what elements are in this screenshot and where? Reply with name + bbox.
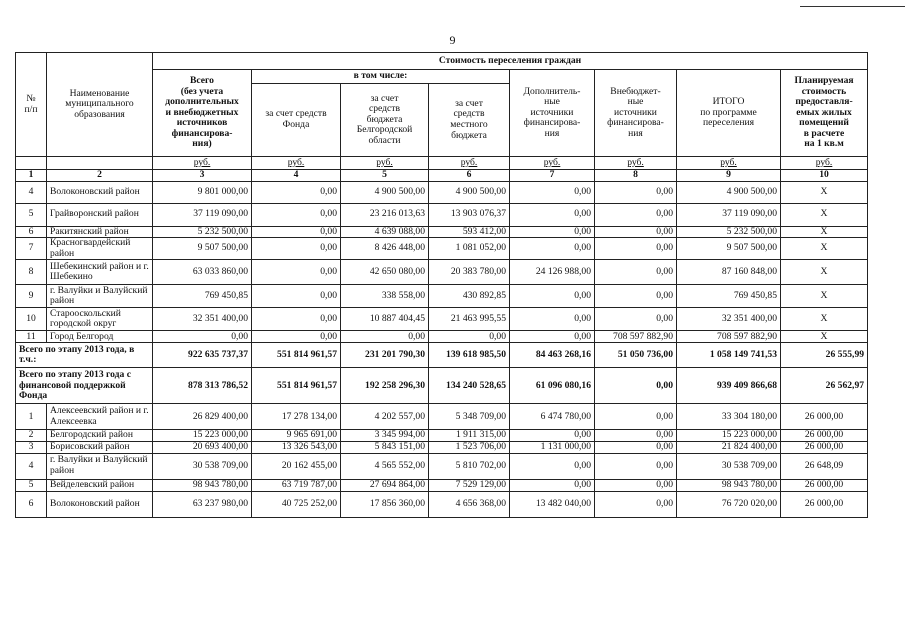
header-cost-group: Стоимость переселения граждан — [153, 53, 868, 70]
table-row — [16, 203, 868, 226]
regional-value: 23 216 013,63 — [341, 203, 429, 226]
header-grand-total: ИТОГО по программе переселения — [677, 70, 781, 157]
planned-value: 26 000,00 — [781, 479, 868, 491]
local-value: 5 348 709,00 — [429, 404, 510, 430]
extrabudget-value: 0,00 — [595, 453, 677, 479]
total-value: 20 693 400,00 — [153, 441, 252, 453]
fund-value: 0,00 — [252, 331, 341, 343]
summary-local: 139 618 985,50 — [429, 343, 510, 368]
planned-value: 26 000,00 — [781, 430, 868, 442]
total-value: 37 119 090,00 — [153, 203, 252, 226]
row-number: 3 — [16, 441, 47, 453]
summary-extrabudget: 0,00 — [595, 368, 677, 404]
municipality-name: Ракитянский район — [47, 226, 153, 238]
local-value: 4 656 368,00 — [429, 491, 510, 517]
additional-value: 0,00 — [510, 479, 595, 491]
summary-grand-total: 1 058 149 741,53 — [677, 343, 781, 368]
municipality-name: Город Белгород — [47, 331, 153, 343]
additional-value: 0,00 — [510, 285, 595, 308]
extrabudget-value: 0,00 — [595, 479, 677, 491]
unit-cell: руб. — [153, 157, 252, 170]
row-number: 7 — [16, 238, 47, 260]
municipality-name: Старооскольский городской округ — [47, 308, 153, 331]
regional-value: 8 426 448,00 — [341, 238, 429, 260]
unit-cell: руб. — [677, 157, 781, 170]
table-row — [16, 441, 868, 453]
header-regional: за счет средств бюджета Белгородской области — [341, 84, 429, 157]
regional-value: 4 202 557,00 — [341, 404, 429, 430]
planned-value: Х — [781, 226, 868, 238]
additional-value: 0,00 — [510, 203, 595, 226]
fund-value: 0,00 — [252, 226, 341, 238]
summary-total: 922 635 737,37 — [153, 343, 252, 368]
summary-fund: 551 814 961,57 — [252, 368, 341, 404]
grand-total-value: 21 824 400,00 — [677, 441, 781, 453]
grand-total-value: 15 223 000,00 — [677, 430, 781, 442]
municipality-name: Вейделевский район — [47, 479, 153, 491]
resettlement-cost-table — [15, 52, 868, 518]
row-number: 9 — [16, 285, 47, 308]
local-value: 13 903 076,37 — [429, 203, 510, 226]
table-row — [16, 238, 868, 260]
summary-planned: 26 555,99 — [781, 343, 868, 368]
extrabudget-value: 0,00 — [595, 203, 677, 226]
table-row — [16, 430, 868, 442]
extrabudget-value: 0,00 — [595, 238, 677, 260]
total-value: 63 033 860,00 — [153, 260, 252, 285]
table-row — [16, 308, 868, 331]
summary-body — [16, 343, 868, 404]
local-value: 1 911 315,00 — [429, 430, 510, 442]
row-number: 11 — [16, 331, 47, 343]
regional-value: 42 650 080,00 — [341, 260, 429, 285]
municipality-name: Волоконовский район — [47, 181, 153, 203]
summary-label: Всего по этапу 2013 года, в т.ч.: — [16, 343, 153, 368]
planned-value: Х — [781, 331, 868, 343]
local-value: 430 892,85 — [429, 285, 510, 308]
fund-value: 0,00 — [252, 285, 341, 308]
row-number: 6 — [16, 491, 47, 517]
municipality-name: Белгородский район — [47, 430, 153, 442]
table-row — [16, 491, 868, 517]
summary-additional: 84 463 268,16 — [510, 343, 595, 368]
local-value: 7 529 129,00 — [429, 479, 510, 491]
col-number: 8 — [595, 170, 677, 182]
table-row — [16, 181, 868, 203]
regional-value: 5 843 151,00 — [341, 441, 429, 453]
fund-value: 13 326 543,00 — [252, 441, 341, 453]
total-value: 769 450,85 — [153, 285, 252, 308]
unit-cell: руб. — [781, 157, 868, 170]
local-value: 5 810 702,00 — [429, 453, 510, 479]
header-including: в том числе: — [252, 70, 510, 84]
row-number: 4 — [16, 181, 47, 203]
header-num: № п/п — [16, 53, 47, 157]
summary-local: 134 240 528,65 — [429, 368, 510, 404]
total-value: 15 223 000,00 — [153, 430, 252, 442]
local-value: 21 463 995,55 — [429, 308, 510, 331]
grand-total-value: 708 597 882,90 — [677, 331, 781, 343]
grand-total-value: 5 232 500,00 — [677, 226, 781, 238]
total-value: 0,00 — [153, 331, 252, 343]
summary-extrabudget: 51 050 736,00 — [595, 343, 677, 368]
corner-rule — [800, 6, 905, 7]
summary-label: Всего по этапу 2013 года с финансовой поддержкой Фонда — [16, 368, 153, 404]
unit-cell: руб. — [252, 157, 341, 170]
col-number: 5 — [341, 170, 429, 182]
planned-value: 26 000,00 — [781, 491, 868, 517]
regional-value: 338 558,00 — [341, 285, 429, 308]
extrabudget-value: 0,00 — [595, 430, 677, 442]
unit-cell: руб. — [429, 157, 510, 170]
extrabudget-value: 0,00 — [595, 404, 677, 430]
additional-value: 13 482 040,00 — [510, 491, 595, 517]
additional-value: 0,00 — [510, 181, 595, 203]
regional-value: 0,00 — [341, 331, 429, 343]
grand-total-value: 98 943 780,00 — [677, 479, 781, 491]
table-row — [16, 285, 868, 308]
fund-value: 20 162 455,00 — [252, 453, 341, 479]
col-number: 10 — [781, 170, 868, 182]
table-row — [16, 453, 868, 479]
fund-value: 0,00 — [252, 238, 341, 260]
planned-value: Х — [781, 238, 868, 260]
total-value: 30 538 709,00 — [153, 453, 252, 479]
regional-value: 17 856 360,00 — [341, 491, 429, 517]
planned-value: 26 000,00 — [781, 404, 868, 430]
extrabudget-value: 0,00 — [595, 260, 677, 285]
summary-grand-total: 939 409 866,68 — [677, 368, 781, 404]
table-body-a — [16, 181, 868, 343]
table-row — [16, 331, 868, 343]
municipality-name: г. Валуйки и Валуйский район — [47, 453, 153, 479]
local-value: 20 383 780,00 — [429, 260, 510, 285]
unit-cell: руб. — [341, 157, 429, 170]
municipality-name: Красногвардейский район — [47, 238, 153, 260]
grand-total-value: 33 304 180,00 — [677, 404, 781, 430]
municipality-name: Борисовский район — [47, 441, 153, 453]
fund-value: 0,00 — [252, 260, 341, 285]
local-value: 593 412,00 — [429, 226, 510, 238]
grand-total-value: 30 538 709,00 — [677, 453, 781, 479]
row-number: 5 — [16, 203, 47, 226]
regional-value: 10 887 404,45 — [341, 308, 429, 331]
extrabudget-value: 0,00 — [595, 308, 677, 331]
planned-value: Х — [781, 203, 868, 226]
extrabudget-value: 708 597 882,90 — [595, 331, 677, 343]
grand-total-value: 32 351 400,00 — [677, 308, 781, 331]
table-row — [16, 226, 868, 238]
fund-value: 9 965 691,00 — [252, 430, 341, 442]
fund-value: 0,00 — [252, 308, 341, 331]
local-value: 1 081 052,00 — [429, 238, 510, 260]
additional-value: 0,00 — [510, 226, 595, 238]
extrabudget-value: 0,00 — [595, 491, 677, 517]
additional-value: 6 474 780,00 — [510, 404, 595, 430]
col-number: 9 — [677, 170, 781, 182]
total-value: 63 237 980,00 — [153, 491, 252, 517]
regional-value: 4 639 088,00 — [341, 226, 429, 238]
planned-value: Х — [781, 285, 868, 308]
row-number: 6 — [16, 226, 47, 238]
header-additional: Дополнитель- ные источники финансирова- ния — [510, 70, 595, 157]
total-value: 9 507 500,00 — [153, 238, 252, 260]
total-value: 32 351 400,00 — [153, 308, 252, 331]
additional-value: 0,00 — [510, 430, 595, 442]
fund-value: 0,00 — [252, 203, 341, 226]
table-row — [16, 479, 868, 491]
col-number: 4 — [252, 170, 341, 182]
extrabudget-value: 0,00 — [595, 285, 677, 308]
total-value: 26 829 400,00 — [153, 404, 252, 430]
municipality-name: Грайворонский район — [47, 203, 153, 226]
table-body-b — [16, 404, 868, 517]
municipality-name: Шебекинский район и г. Шебекино — [47, 260, 153, 285]
regional-value: 4 900 500,00 — [341, 181, 429, 203]
fund-value: 40 725 252,00 — [252, 491, 341, 517]
row-number: 1 — [16, 404, 47, 430]
grand-total-value: 76 720 020,00 — [677, 491, 781, 517]
col-number: 2 — [47, 170, 153, 182]
regional-value: 3 345 994,00 — [341, 430, 429, 442]
unit-row — [16, 157, 868, 170]
row-number: 10 — [16, 308, 47, 331]
total-value: 9 801 000,00 — [153, 181, 252, 203]
summary-total: 878 313 786,52 — [153, 368, 252, 404]
planned-value: Х — [781, 181, 868, 203]
additional-value: 24 126 988,00 — [510, 260, 595, 285]
fund-value: 63 719 787,00 — [252, 479, 341, 491]
extrabudget-value: 0,00 — [595, 181, 677, 203]
fund-value: 17 278 134,00 — [252, 404, 341, 430]
total-value: 5 232 500,00 — [153, 226, 252, 238]
additional-value: 0,00 — [510, 331, 595, 343]
row-number: 8 — [16, 260, 47, 285]
row-number: 2 — [16, 430, 47, 442]
unit-cell: руб. — [510, 157, 595, 170]
row-number: 4 — [16, 453, 47, 479]
col-number: 6 — [429, 170, 510, 182]
planned-value: 26 648,09 — [781, 453, 868, 479]
column-number-row — [16, 170, 868, 182]
summary-regional: 231 201 790,30 — [341, 343, 429, 368]
municipality-name: г. Валуйки и Валуйский район — [47, 285, 153, 308]
table-row — [16, 260, 868, 285]
page-number: 9 — [449, 33, 456, 47]
header-planned: Планируемая стоимость предоставля- емых жилых помещений в расчете на 1 кв.м — [781, 70, 868, 157]
regional-value: 4 565 552,00 — [341, 453, 429, 479]
table-row — [16, 404, 868, 430]
grand-total-value: 9 507 500,00 — [677, 238, 781, 260]
grand-total-value: 769 450,85 — [677, 285, 781, 308]
summary-planned: 26 562,97 — [781, 368, 868, 404]
extrabudget-value: 0,00 — [595, 226, 677, 238]
fund-value: 0,00 — [252, 181, 341, 203]
header-name: Наименование муниципального образования — [47, 53, 153, 157]
planned-value: 26 000,00 — [781, 441, 868, 453]
municipality-name: Волоконовский район — [47, 491, 153, 517]
additional-value: 0,00 — [510, 453, 595, 479]
col-number: 1 — [16, 170, 47, 182]
extrabudget-value: 0,00 — [595, 441, 677, 453]
grand-total-value: 4 900 500,00 — [677, 181, 781, 203]
header-local: за счет средств местного бюджета — [429, 84, 510, 157]
local-value: 1 523 706,00 — [429, 441, 510, 453]
row-number: 5 — [16, 479, 47, 491]
local-value: 4 900 500,00 — [429, 181, 510, 203]
additional-value: 0,00 — [510, 238, 595, 260]
grand-total-value: 37 119 090,00 — [677, 203, 781, 226]
regional-value: 27 694 864,00 — [341, 479, 429, 491]
grand-total-value: 87 160 848,00 — [677, 260, 781, 285]
total-value: 98 943 780,00 — [153, 479, 252, 491]
header-extrabudget: Внебюджет- ные источники финансирова- ния — [595, 70, 677, 157]
header-total: Всего (без учета дополнительных и внебюджетных источников финансирова- ния) — [153, 70, 252, 157]
municipality-name: Алексеевский район и г. Алексеевка — [47, 404, 153, 430]
header-fund: за счет средств Фонда — [252, 84, 341, 157]
planned-value: Х — [781, 308, 868, 331]
summary-regional: 192 258 296,30 — [341, 368, 429, 404]
col-number: 7 — [510, 170, 595, 182]
unit-cell: руб. — [595, 157, 677, 170]
local-value: 0,00 — [429, 331, 510, 343]
summary-additional: 61 096 080,16 — [510, 368, 595, 404]
summary-row-2013-fund — [16, 368, 868, 404]
additional-value: 0,00 — [510, 308, 595, 331]
summary-fund: 551 814 961,57 — [252, 343, 341, 368]
additional-value: 1 131 000,00 — [510, 441, 595, 453]
col-number: 3 — [153, 170, 252, 182]
summary-row-2013 — [16, 343, 868, 368]
planned-value: Х — [781, 260, 868, 285]
